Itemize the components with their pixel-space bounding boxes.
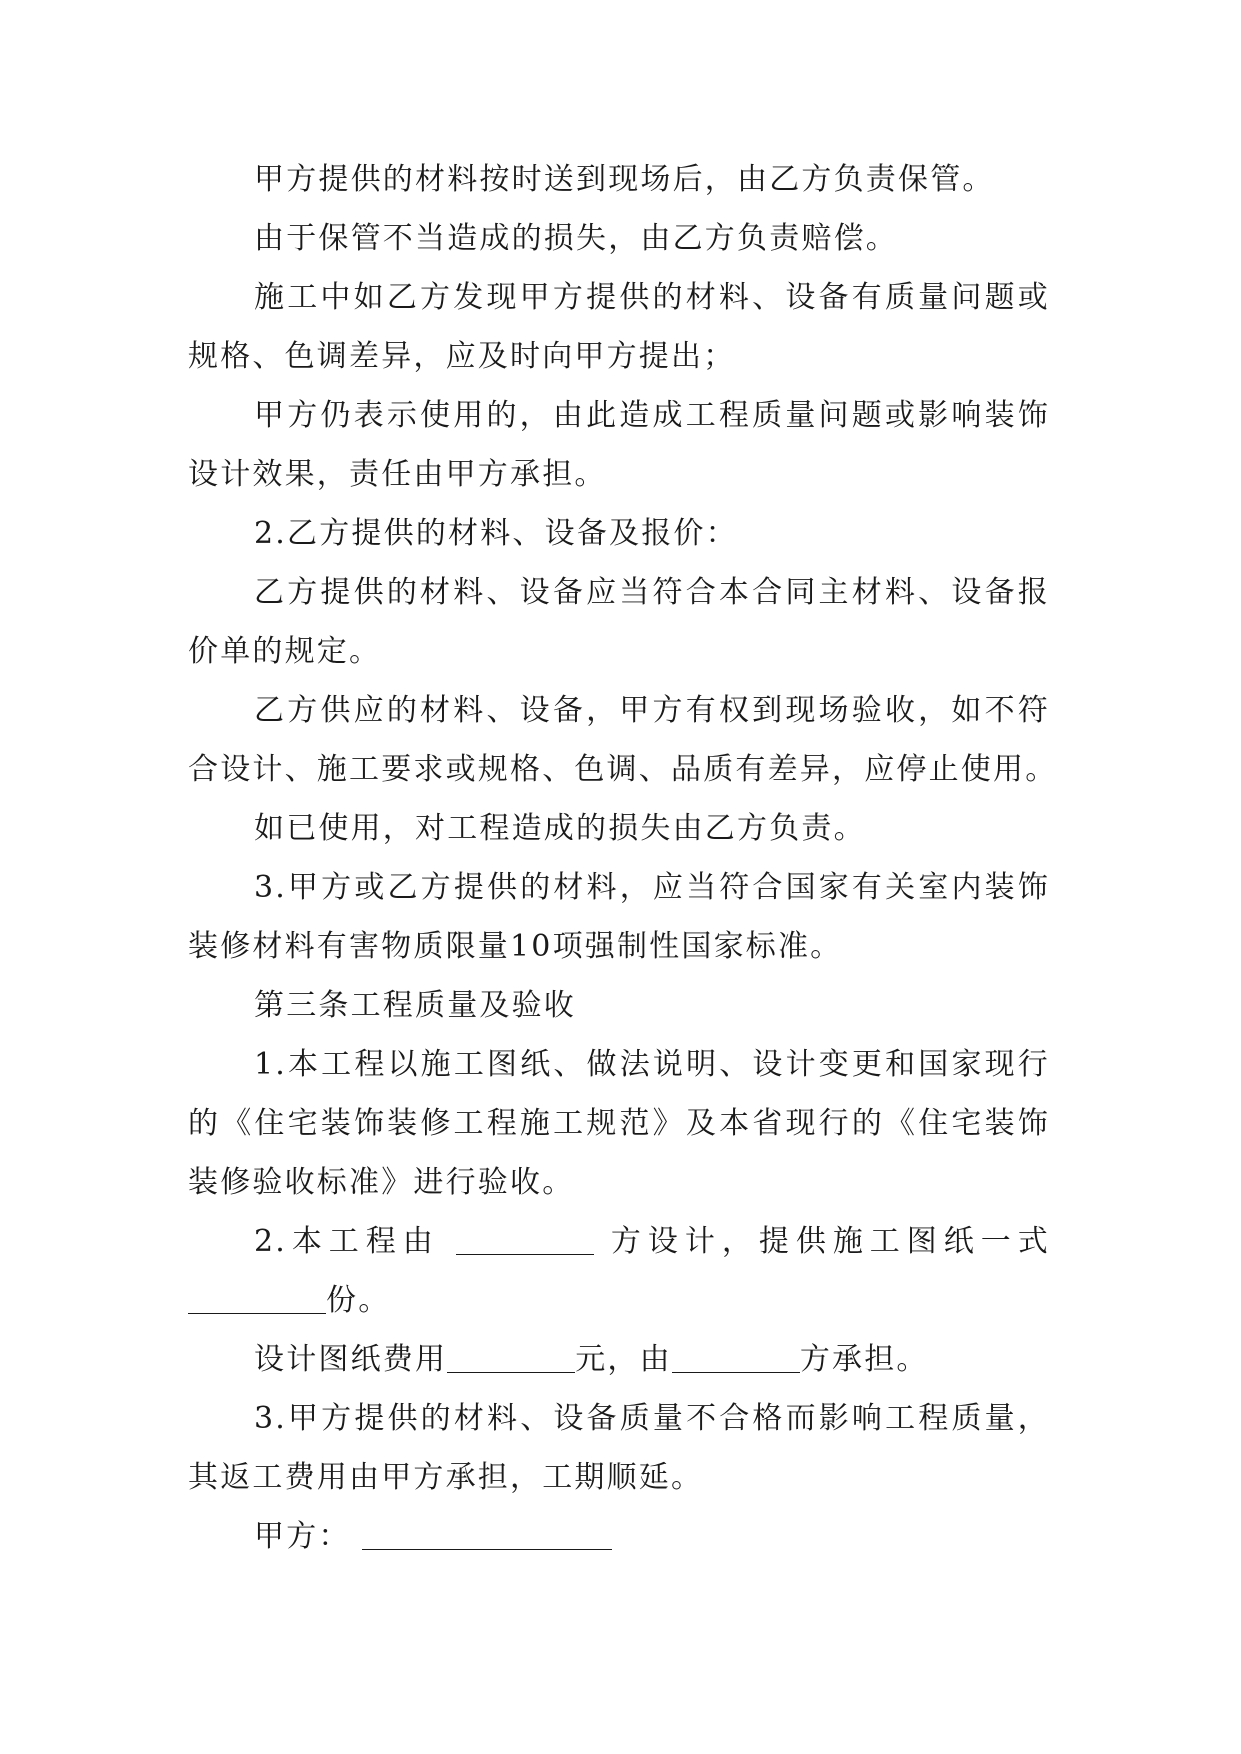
paragraph-line: 甲方仍表示使用的，由此造成工程质量问题或影响装饰 <box>254 398 1050 433</box>
fee-unit: 元，由 <box>575 1342 672 1377</box>
party-a-label: 甲方： <box>254 1519 351 1554</box>
paragraph-line: 乙方供应的材料、设备，甲方有权到现场验收，如不符 <box>254 693 1050 728</box>
designer-party-blank[interactable] <box>456 1218 594 1255</box>
design-suffix: 方设计，提供施工图纸一式 <box>610 1224 1050 1259</box>
paragraph-line: 3.甲方提供的材料、设备质量不合格而影响工程质量， <box>254 1401 1050 1436</box>
section-heading: 第三条工程质量及验收 <box>254 988 576 1023</box>
fee-line <box>188 1330 1050 1389</box>
paragraph-line: 1.本工程以施工图纸、做法说明、设计变更和国家现行 <box>254 1047 1050 1082</box>
fee-amount-blank[interactable] <box>447 1336 575 1373</box>
party-a-line <box>188 1507 1050 1566</box>
party-a-signature-blank[interactable] <box>362 1513 612 1550</box>
paragraph-line: 规格、色调差异，应及时向甲方提出； <box>188 339 736 374</box>
fee-party-blank[interactable] <box>672 1336 800 1373</box>
paragraph-line: 由于保管不当造成的损失，由乙方负责赔偿。 <box>254 221 898 256</box>
paragraph-line: 乙方提供的材料、设备应当符合本合同主材料、设备报 <box>254 575 1050 610</box>
paragraph-line: 甲方提供的材料按时送到现场后，由乙方负责保管。 <box>254 162 995 197</box>
paragraph-line: 装修验收标准》进行验收。 <box>188 1165 575 1200</box>
paragraph-line: 施工中如乙方发现甲方提供的材料、设备有质量问题或 <box>254 280 1050 315</box>
paragraph-line: 设计效果，责任由甲方承担。 <box>188 457 607 492</box>
paragraph-line: 装修材料有害物质限量10项强制性国家标准。 <box>188 929 843 964</box>
paragraph-line: 如已使用，对工程造成的损失由乙方负责。 <box>254 811 866 846</box>
copies-line <box>188 1271 1050 1330</box>
paragraph-line: 价单的规定。 <box>188 634 382 669</box>
fee-suffix: 方承担。 <box>799 1342 929 1377</box>
paragraph-line: 3.甲方或乙方提供的材料，应当符合国家有关室内装饰 <box>254 870 1050 905</box>
paragraph-line: 合设计、施工要求或规格、色调、品质有差异，应停止使用。 <box>188 752 1058 787</box>
paragraph-line: 的《住宅装饰装修工程施工规范》及本省现行的《住宅装饰 <box>188 1106 1050 1141</box>
fee-label: 设计图纸费用 <box>254 1342 448 1377</box>
paragraph-line: 2.乙方提供的材料、设备及报价： <box>254 516 738 551</box>
design-prefix: 2.本工程由 <box>254 1224 440 1259</box>
design-line <box>188 1212 1050 1271</box>
contract-text <box>188 150 1058 1566</box>
copies-count-blank[interactable] <box>188 1277 326 1314</box>
copies-suffix: 份。 <box>326 1283 391 1318</box>
paragraph-line: 其返工费用由甲方承担，工期顺延。 <box>188 1460 704 1495</box>
